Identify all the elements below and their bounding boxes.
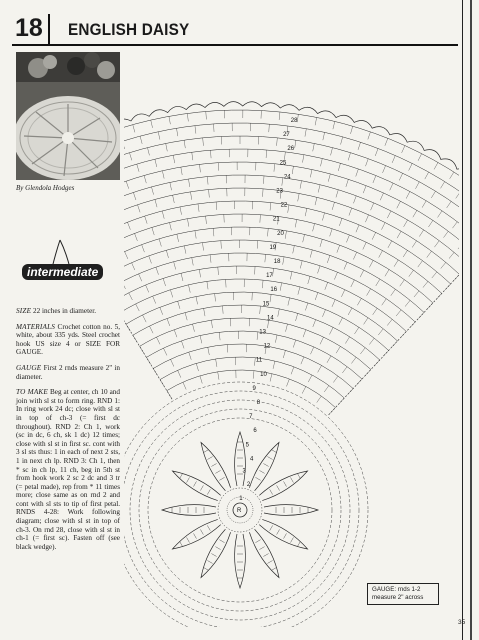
petal-outline	[235, 534, 246, 588]
make-paragraph	[16, 388, 120, 551]
round-number-label: 28	[290, 118, 298, 125]
doily-photo	[16, 52, 120, 180]
round-number-label: 17	[266, 273, 273, 280]
page-binding-edge	[470, 0, 472, 640]
page-number: 35	[458, 619, 466, 626]
pattern-instructions	[16, 307, 120, 558]
petal-outline	[162, 505, 216, 516]
round-number-label: 10	[260, 371, 267, 378]
gauge-paragraph	[16, 364, 120, 381]
round-number-label: 4	[249, 456, 254, 463]
petal-outline	[235, 432, 246, 486]
round-number-label: 5	[245, 442, 250, 449]
materials-label: MATERIALS	[16, 322, 56, 331]
page-binding-rule	[462, 0, 463, 640]
size-label: SIZE	[16, 307, 32, 315]
header-divider	[48, 14, 50, 44]
materials-text: Crochet cotton no. 5, white, about 335 yds. Steel crochet hook US size 4 or SIZE FOR GAUGE.	[16, 322, 121, 357]
round-number-label: 27	[283, 132, 290, 139]
round-number-label: 25	[279, 160, 287, 167]
page-title: ENGLISH DAISY	[68, 20, 190, 39]
round-number-label: 26	[287, 146, 295, 153]
round-number-label: 19	[269, 244, 277, 251]
round-number-label: 1	[239, 496, 243, 503]
size-paragraph	[16, 307, 120, 316]
gauge-note-line2: measure 2" across	[372, 594, 424, 601]
round-number-label: 13	[259, 329, 266, 336]
round-number-label: 23	[276, 188, 283, 195]
round-number-label: 20	[277, 230, 284, 237]
round-number-label: 18	[273, 258, 281, 265]
round-number-label: 9	[252, 385, 256, 392]
round-number-label: 16	[270, 287, 278, 294]
make-label: TO MAKE	[16, 388, 48, 397]
round-number-label: 21	[272, 216, 280, 223]
header-rule	[12, 44, 458, 46]
round-number-label: 8	[256, 399, 261, 406]
gauge-note-line1: GAUGE: rnds 1-2	[372, 586, 421, 593]
skill-level-badge: intermediate	[22, 264, 103, 280]
round-number-label: 22	[280, 202, 288, 209]
round-number-label: 2	[246, 482, 251, 489]
round-number-label: 14	[266, 315, 274, 322]
pattern-header	[12, 12, 458, 42]
round-number-label: 11	[255, 357, 263, 364]
skill-level-graphic	[18, 238, 118, 288]
center-label: R	[237, 508, 242, 514]
round-number-label: 7	[249, 414, 253, 421]
petal-outline	[264, 505, 318, 516]
crochet-chart-diagram	[124, 52, 459, 627]
gauge-text: First 2 rnds measure 2" in diameter.	[16, 363, 121, 381]
pattern-number: 18	[15, 14, 43, 42]
size-text: 22 inches in diameter.	[32, 307, 97, 315]
make-text: Beg at center, ch 10 and join with sl st to form ring. RND 1: In ring work 24 dc; close with sl st in top of ch-3 (= first dc throughout). RND 2: Ch 1, work (sc in dc, 6 ch, sk 1 dc) 12 times; close with sl st in first sc. cont with 3 sl sts thus: 1 in each of next 2 sts, 1 in next ch lp. RND 3: Ch 1, then * sc in ch lp, 11 ch, beg in 5th st from hook work 2 sc 2 dc and 3 tr (= petal made), rep from * 11 times more; close same as on rnd 2 and cont with sl sts to tip of first petal. RNDS 4-28: Work following diagram; close with sl st in top of ch-3. On rnd 28, close with sl st in ch-1 (= first sc). Fasten off (see black wedge).	[16, 388, 120, 551]
gauge-note-box	[367, 583, 439, 605]
round-number-label: 3	[242, 468, 246, 475]
round-number-label: 15	[262, 301, 270, 308]
photo-caption: By Glendola Hodges	[16, 184, 75, 192]
round-number-label: 24	[283, 174, 291, 181]
round-number-label: 6	[253, 428, 257, 435]
round-number-label: 12	[263, 343, 271, 350]
materials-paragraph	[16, 323, 120, 357]
gauge-label: GAUGE	[16, 363, 42, 372]
